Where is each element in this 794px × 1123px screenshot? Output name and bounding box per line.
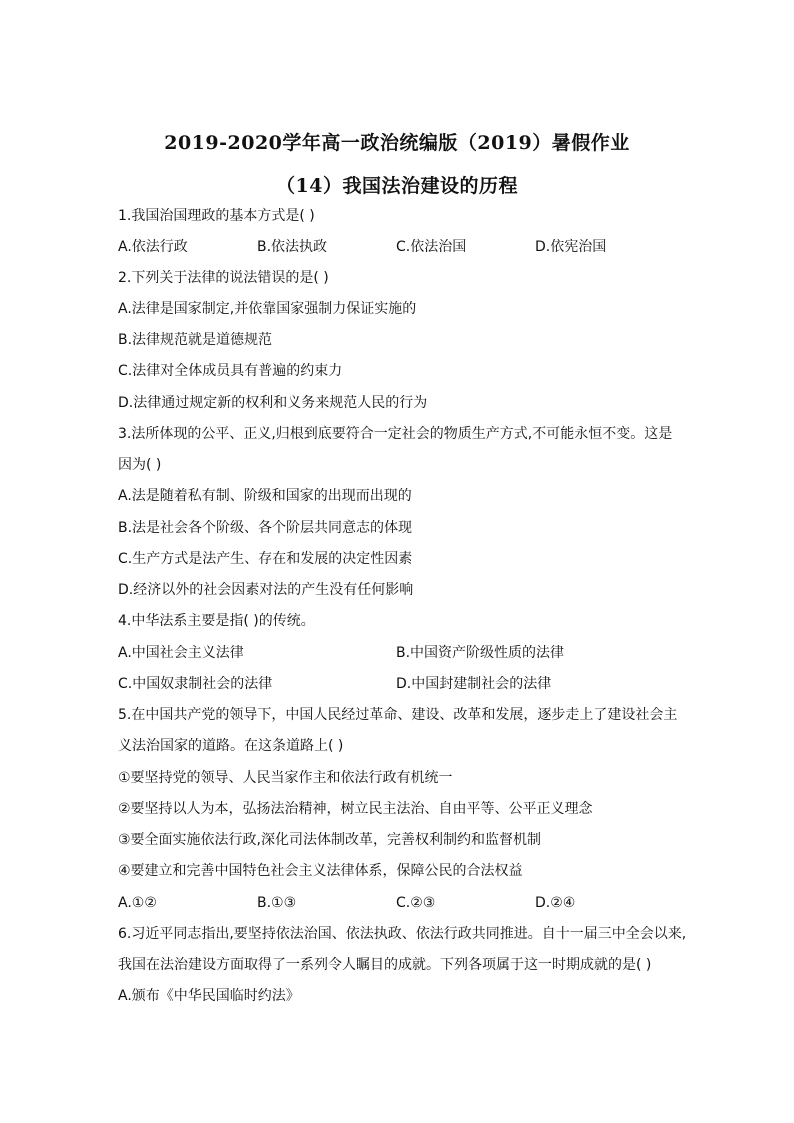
q3-option-a: A.法是随着私有制、阶级和国家的出现而出现的 [118, 488, 412, 504]
document-title: 2019-2020学年高一政治统编版（2019）暑假作业 [164, 132, 630, 154]
q2-option-a: A.法律是国家制定,并依靠国家强制力保证实施的 [118, 301, 417, 317]
q5-statement-4: ④要建立和完善中国特色社会主义法律体系，保障公民的合法权益 [118, 863, 523, 879]
q3-option-c: C.生产方式是法产生、存在和发展的决定性因素 [118, 551, 413, 567]
q6-option-a: A.颁布《中华民国临时约法》 [118, 988, 300, 1004]
q5-option-c: C.②③ [396, 895, 436, 911]
q2-option-d: D.法律通过规定新的权利和义务来规范人民的行为 [118, 395, 428, 411]
q4-option-c: C.中国奴隶制社会的法律 [118, 676, 273, 692]
q3-option-d: D.经济以外的社会因素对法的产生没有任何影响 [118, 582, 414, 598]
question-5-stem-line2: 义法治国家的道路。在这条道路上( ) [118, 738, 344, 754]
q1-option-a: A.依法行政 [118, 239, 188, 255]
question-6-stem-line1: 6.习近平同志指出,要坚持依法治国、依法执政、依法行政共同推进。自十一届三中全会以来, [118, 926, 687, 942]
question-4-stem: 4.中华法系主要是指( )的传统。 [118, 613, 315, 629]
q5-statement-1: ①要坚持党的领导、人民当家作主和依法行政有机统一 [118, 770, 453, 786]
question-2-stem: 2.下列关于法律的说法错误的是( ) [118, 270, 329, 286]
q1-option-d: D.依宪治国 [535, 239, 607, 255]
question-1-stem: 1.我国治国理政的基本方式是( ) [118, 208, 315, 224]
q1-option-c: C.依法治国 [396, 239, 467, 255]
q5-option-d: D.②④ [535, 895, 576, 911]
q3-option-b: B.法是社会各个阶级、各个阶层共同意志的体现 [118, 520, 413, 536]
q4-option-d: D.中国封建制社会的法律 [396, 676, 552, 692]
q2-option-b: B.法律规范就是道德规范 [118, 332, 273, 348]
q4-option-b: B.中国资产阶级性质的法律 [396, 645, 565, 661]
q4-option-a: A.中国社会主义法律 [118, 645, 244, 661]
document-subtitle: （14）我国法治建设的历程 [276, 175, 518, 197]
q5-option-b: B.①③ [257, 895, 297, 911]
question-3-stem-line2: 因为( ) [118, 457, 162, 473]
question-3-stem-line1: 3.法所体现的公平、正义,归根到底要符合一定社会的物质生产方式,不可能永恒不变。这是 [118, 426, 673, 442]
q5-statement-2: ②要坚持以人为本，弘扬法治精神，树立民主法治、自由平等、公平正义理念 [118, 801, 593, 817]
q5-statement-3: ③要全面实施依法行政,深化司法体制改革，完善权利制约和监督机制 [118, 832, 541, 848]
q1-option-b: B.依法执政 [257, 239, 328, 255]
question-5-stem-line1: 5.在中国共产党的领导下，中国人民经过革命、建设、改革和发展，逐步走上了建设社会主 [118, 707, 678, 723]
q5-option-a: A.①② [118, 895, 157, 911]
question-6-stem-line2: 我国在法治建设方面取得了一系列令人瞩目的成就。下列各项属于这一时期成就的是( ) [118, 957, 652, 973]
q2-option-c: C.法律对全体成员具有普遍的约束力 [118, 363, 343, 379]
